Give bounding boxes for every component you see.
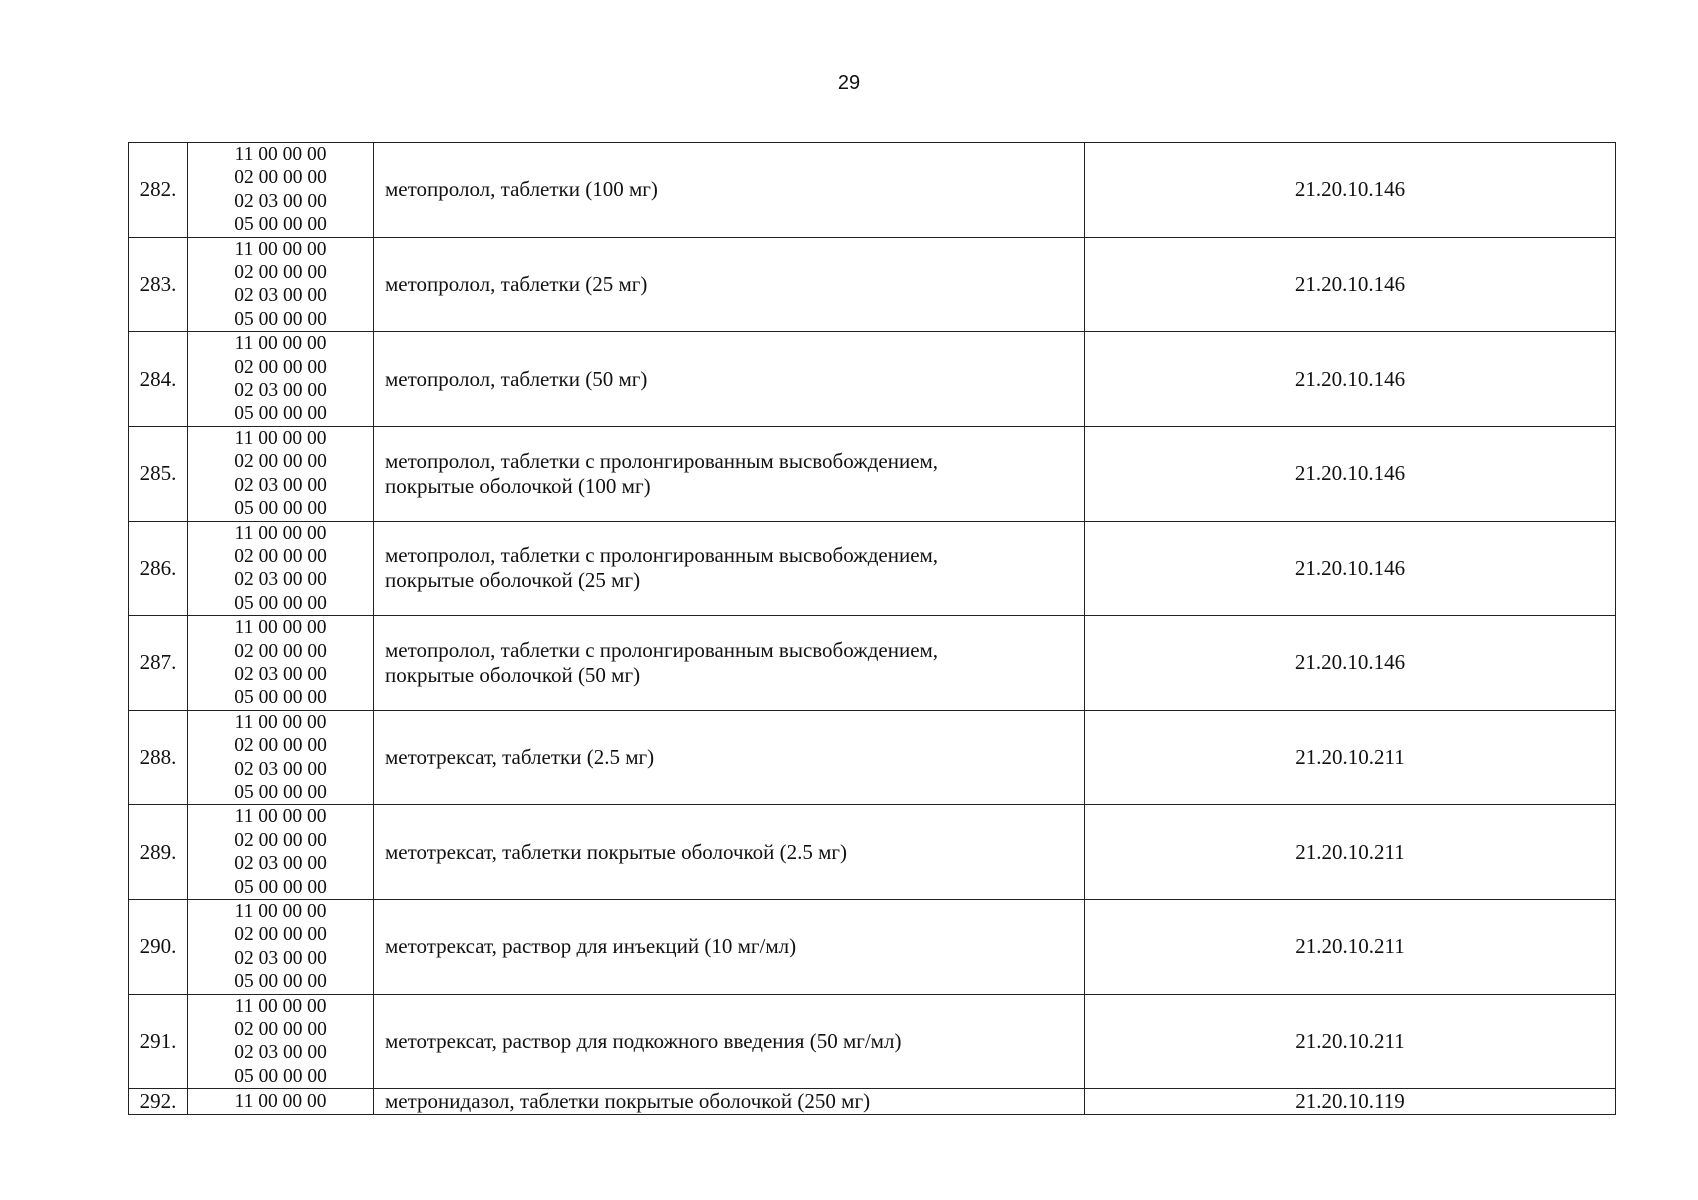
classification-code: 02 03 00 00	[234, 285, 327, 307]
drug-name-line: метронидазол, таблетки покрытые оболочкой (250 мг)	[385, 1089, 871, 1114]
classification-codes	[188, 900, 374, 995]
classification-code: 05 00 00 00	[234, 214, 327, 236]
drug-list-table	[128, 142, 1616, 1115]
drug-name-line: метотрексат, таблетки (2.5 мг)	[385, 745, 655, 770]
drug-name	[374, 1089, 1085, 1115]
classification-codes	[188, 994, 374, 1089]
row-number: 291.	[129, 994, 188, 1089]
table-row	[129, 616, 1616, 711]
table-body	[129, 143, 1616, 1115]
classification-code: 02 00 00 00	[234, 451, 327, 473]
drug-name	[374, 900, 1085, 995]
classification-code: 02 03 00 00	[234, 663, 327, 685]
classification-code: 11 00 00 00	[234, 901, 327, 922]
classification-code: 11 00 00 00	[234, 238, 327, 260]
table-row	[129, 521, 1616, 616]
table-row	[129, 332, 1616, 427]
drug-name-line: покрытые оболочкой (100 мг)	[385, 473, 651, 498]
classification-codes	[188, 710, 374, 805]
row-number: 292.	[129, 1089, 188, 1115]
classification-code: 05 00 00 00	[234, 876, 327, 898]
okpd-code: 21.20.10.146	[1085, 426, 1616, 521]
row-number: 288.	[129, 710, 188, 805]
classification-code: 02 03 00 00	[234, 758, 327, 780]
drug-name-line: покрытые оболочкой (25 мг)	[385, 568, 641, 593]
okpd-code: 21.20.10.211	[1085, 900, 1616, 995]
classification-code: 11 00 00 00	[234, 1091, 327, 1113]
row-number: 283.	[129, 237, 188, 332]
page-number: 29	[837, 72, 861, 94]
classification-code: 05 00 00 00	[234, 1065, 327, 1087]
classification-codes	[188, 1089, 374, 1115]
classification-code: 05 00 00 00	[234, 403, 327, 425]
classification-code: 05 00 00 00	[234, 308, 327, 330]
classification-code: 02 00 00 00	[234, 924, 327, 946]
classification-code: 02 03 00 00	[234, 190, 327, 212]
classification-codes	[188, 521, 374, 616]
classification-code: 11 00 00 00	[234, 806, 327, 828]
drug-name-line: покрытые оболочкой (50 мг)	[385, 662, 641, 687]
classification-code: 02 03 00 00	[234, 569, 327, 591]
classification-code: 02 00 00 00	[234, 735, 327, 757]
row-number: 287.	[129, 616, 188, 711]
drug-name-line: метопролол, таблетки с пролонгированным высвобождением,	[385, 448, 939, 473]
row-number: 282.	[129, 143, 188, 238]
classification-codes	[188, 237, 374, 332]
classification-code: 02 03 00 00	[234, 474, 327, 496]
classification-code: 05 00 00 00	[234, 971, 327, 993]
classification-code: 11 00 00 00	[234, 333, 327, 355]
drug-name	[374, 994, 1085, 1089]
row-number: 286.	[129, 521, 188, 616]
row-number: 290.	[129, 900, 188, 995]
okpd-code: 21.20.10.146	[1085, 616, 1616, 711]
classification-code: 02 03 00 00	[234, 947, 327, 969]
classification-code: 05 00 00 00	[234, 781, 327, 803]
drug-name	[374, 237, 1085, 332]
classification-code: 11 00 00 00	[234, 427, 327, 449]
table-row	[129, 143, 1616, 238]
table-row	[129, 710, 1616, 805]
drug-name-line: метопролол, таблетки (100 мг)	[385, 177, 658, 202]
classification-codes	[188, 616, 374, 711]
classification-code: 05 00 00 00	[234, 687, 327, 709]
okpd-code: 21.20.10.146	[1085, 143, 1616, 238]
table-row	[129, 237, 1616, 332]
classification-code: 11 00 00 00	[234, 617, 327, 639]
okpd-code: 21.20.10.146	[1085, 237, 1616, 332]
table-row	[129, 994, 1616, 1089]
drug-name	[374, 616, 1085, 711]
drug-name-line: метопролол, таблетки (25 мг)	[385, 271, 648, 296]
drug-name	[374, 521, 1085, 616]
classification-code: 11 00 00 00	[234, 144, 327, 165]
classification-codes	[188, 332, 374, 427]
classification-code: 11 00 00 00	[234, 711, 327, 733]
okpd-code: 21.20.10.211	[1085, 805, 1616, 900]
drug-name-line: метотрексат, таблетки покрытые оболочкой (2.5 мг)	[385, 839, 848, 864]
classification-code: 05 00 00 00	[234, 592, 327, 614]
classification-code: 05 00 00 00	[234, 498, 327, 520]
classification-code: 02 03 00 00	[234, 1042, 327, 1064]
classification-code: 02 00 00 00	[234, 829, 327, 851]
drug-name	[374, 710, 1085, 805]
classification-codes	[188, 426, 374, 521]
drug-name-line: метопролол, таблетки (50 мг)	[385, 366, 648, 391]
okpd-code: 21.20.10.146	[1085, 521, 1616, 616]
table-row	[129, 1089, 1616, 1115]
classification-codes	[188, 805, 374, 900]
classification-code: 11 00 00 00	[234, 522, 327, 544]
okpd-code: 21.20.10.119	[1085, 1089, 1616, 1115]
classification-code: 11 00 00 00	[234, 995, 327, 1017]
drug-name	[374, 805, 1085, 900]
classification-code: 02 00 00 00	[234, 167, 327, 189]
table-row	[129, 805, 1616, 900]
drug-name	[374, 332, 1085, 427]
classification-code: 02 00 00 00	[234, 262, 327, 284]
drug-name-line: метопролол, таблетки с пролонгированным высвобождением,	[385, 637, 939, 662]
drug-name-line: метопролол, таблетки с пролонгированным высвобождением,	[385, 543, 939, 568]
classification-code: 02 03 00 00	[234, 853, 327, 875]
table-row	[129, 900, 1616, 995]
drug-name	[374, 143, 1085, 238]
classification-codes	[188, 143, 374, 238]
row-number: 285.	[129, 426, 188, 521]
row-number: 289.	[129, 805, 188, 900]
okpd-code: 21.20.10.146	[1085, 332, 1616, 427]
classification-code: 02 00 00 00	[234, 545, 327, 567]
classification-code: 02 00 00 00	[234, 640, 327, 662]
drug-name-line: метотрексат, раствор для подкожного введения (50 мг/мл)	[385, 1028, 902, 1053]
classification-code: 02 00 00 00	[234, 356, 327, 378]
drug-name-line: метотрексат, раствор для инъекций (10 мг/мл)	[385, 934, 797, 959]
table-row	[129, 426, 1616, 521]
row-number: 284.	[129, 332, 188, 427]
drug-name	[374, 426, 1085, 521]
classification-code: 02 03 00 00	[234, 380, 327, 402]
classification-code: 02 00 00 00	[234, 1019, 327, 1041]
okpd-code: 21.20.10.211	[1085, 994, 1616, 1089]
okpd-code: 21.20.10.211	[1085, 710, 1616, 805]
